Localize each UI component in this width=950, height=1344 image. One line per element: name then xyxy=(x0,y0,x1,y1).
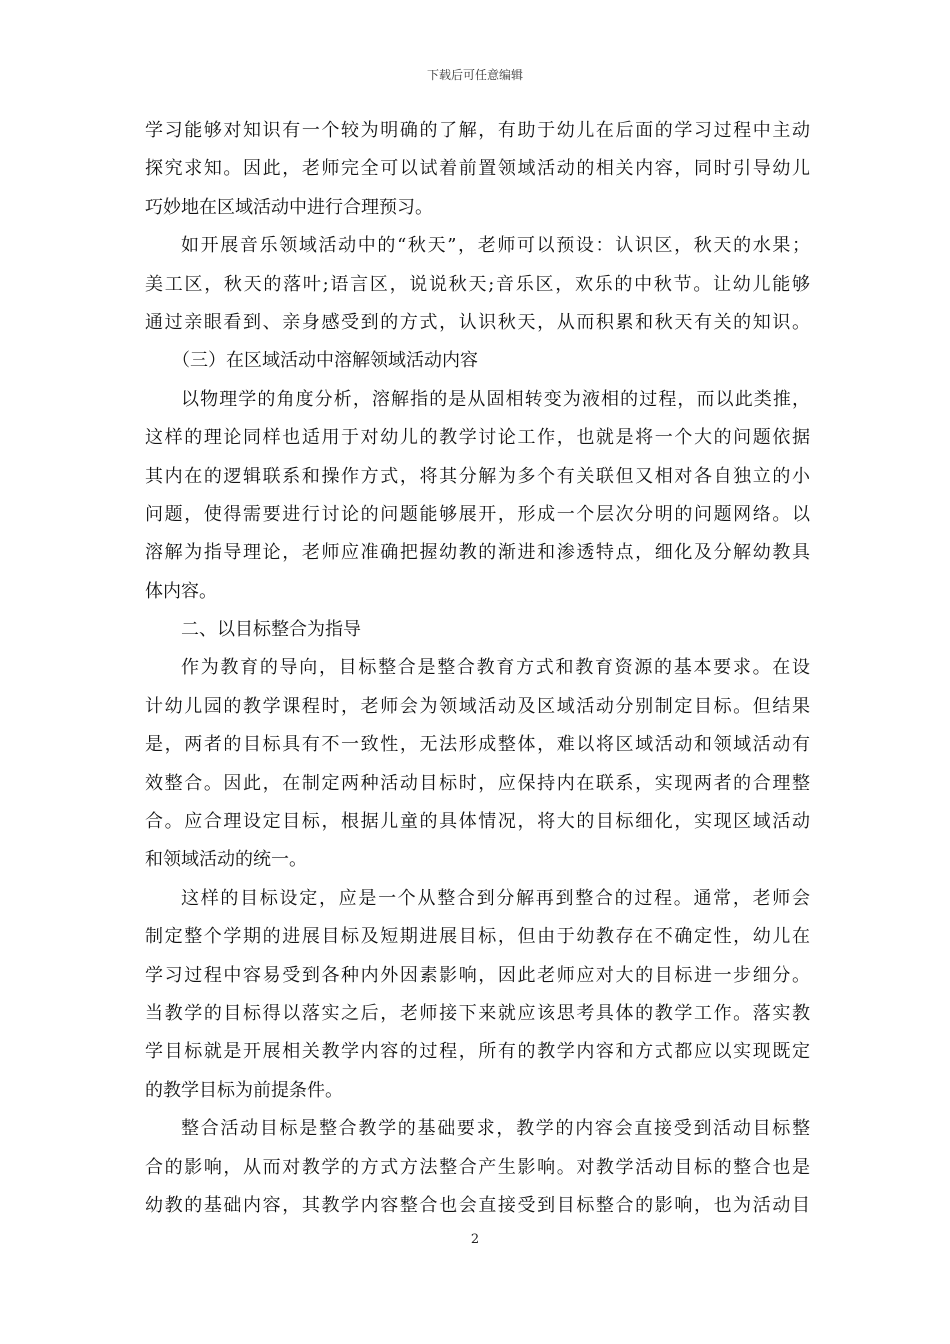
text-line: 学目标就是开展相关教学内容的过程，所有的教学内容和方式都应以实现既定 xyxy=(145,1041,810,1063)
text-line: 美工区，秋天的落叶;语言区，说说秋天;音乐区，欢乐的中秋节。让幼儿能够 xyxy=(145,273,810,295)
text-line: 合的影响，从而对教学的方式方法整合产生影响。对教学活动目标的整合也是 xyxy=(145,1156,810,1178)
text-line: 问题，使得需要进行讨论的问题能够展开，形成一个层次分明的问题网络。以 xyxy=(145,503,810,525)
text-line: 的教学目标为前提条件。 xyxy=(145,1079,343,1101)
text-line: 体内容。 xyxy=(145,580,217,602)
text-line: 这样的理论同样也适用于对幼儿的教学讨论工作，也就是将一个大的问题依据 xyxy=(145,427,810,449)
document-body xyxy=(145,112,810,1225)
text-line: 学习过程中容易受到各种内外因素影响，因此老师应对大的目标进一步细分。 xyxy=(145,964,810,986)
text-line: 这样的目标设定，应是一个从整合到分解再到整合的过程。通常，老师会 xyxy=(181,887,810,909)
text-line: 制定整个学期的进展目标及短期进展目标，但由于幼教存在不确定性，幼儿在 xyxy=(145,926,810,948)
text-line: 其内在的逻辑联系和操作方式，将其分解为多个有关联但又相对各自独立的小 xyxy=(145,465,810,487)
text-line: 如开展音乐领域活动中的“秋天”，老师可以预设：认识区，秋天的水果； xyxy=(181,235,810,257)
text-line: 整合活动目标是整合教学的基础要求，教学的内容会直接受到活动目标整 xyxy=(181,1118,810,1140)
text-line: 学习能够对知识有一个较为明确的了解，有助于幼儿在后面的学习过程中主动 xyxy=(145,120,810,141)
text-line: 是，两者的目标具有不一致性，无法形成整体，难以将区域活动和领域活动有 xyxy=(145,734,810,756)
text-line: 作为教育的导向，目标整合是整合教育方式和教育资源的基本要求。在设 xyxy=(181,657,810,679)
text-line: 二、以目标整合为指导 xyxy=(181,619,361,641)
text-line: 合。应合理设定目标，根据儿童的具体情况，将大的目标细化，实现区域活动 xyxy=(145,811,810,833)
text-line: 巧妙地在区域活动中进行合理预习。 xyxy=(145,196,433,218)
text-line: 以物理学的角度分析，溶解指的是从固相转变为液相的过程，而以此类推， xyxy=(181,388,810,410)
text-line: 幼教的基础内容，其教学内容整合也会直接受到目标整合的影响，也为活动目 xyxy=(145,1194,810,1216)
text-line: 当教学的目标得以落实之后，老师接下来就应该思考具体的教学工作。落实教 xyxy=(145,1002,810,1024)
text-line: 通过亲眼看到、亲身感受到的方式，认识秋天，从而积累和秋天有关的知识。 xyxy=(145,311,810,333)
page-header: 下载后可任意编辑 xyxy=(426,68,523,82)
page-number: 2 xyxy=(470,1232,480,1247)
text-line: （三）在区域活动中溶解领域活动内容 xyxy=(172,350,478,372)
text-line: 和领域活动的统一。 xyxy=(145,849,307,871)
text-line: 计幼儿园的教学课程时，老师会为领域活动及区域活动分别制定目标。但结果 xyxy=(145,695,810,717)
text-line: 探究求知。因此，老师完全可以试着前置领域活动的相关内容，同时引导幼儿 xyxy=(145,158,810,180)
text-line: 溶解为指导理论，老师应准确把握幼教的渐进和渗透特点，细化及分解幼教具 xyxy=(145,542,810,564)
text-line: 效整合。因此，在制定两种活动目标时，应保持内在联系，实现两者的合理整 xyxy=(145,772,810,794)
